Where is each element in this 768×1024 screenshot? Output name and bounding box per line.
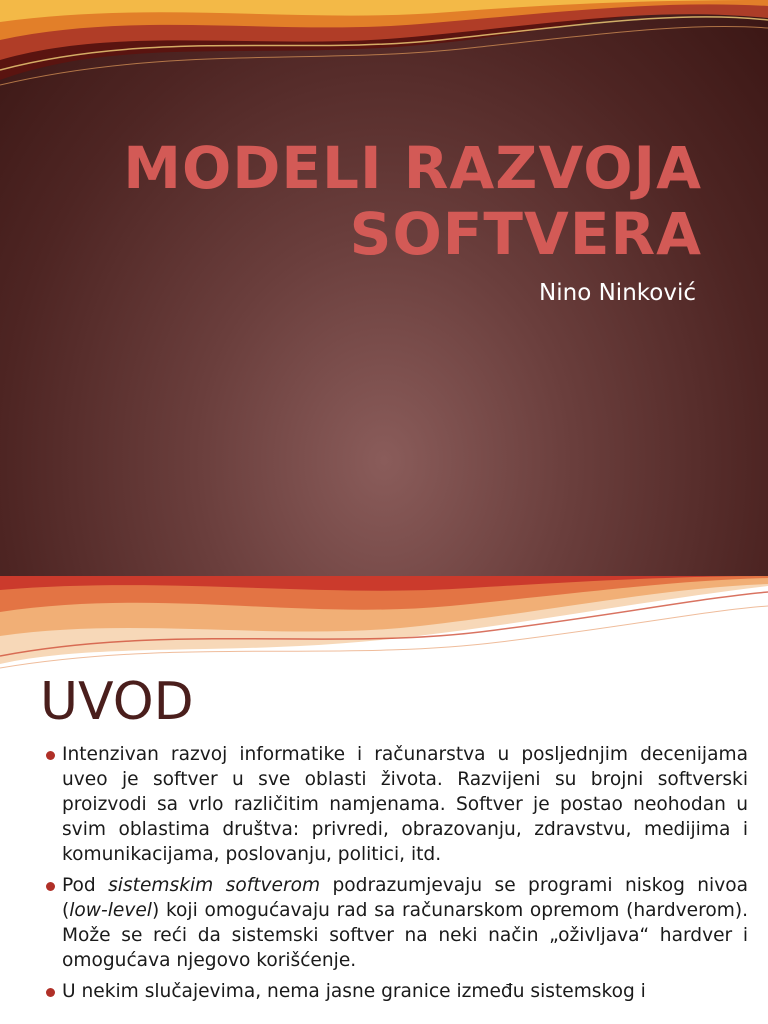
bullet-text: Intenzivan razvoj informatike i računarstva u posljednjim decenijama uveo je softver u sve oblasti života. Razvijeni su brojni softverski proizvodi sa vrlo različitim namjenama. Softver je postao neohodan u svim oblastima društva: privredi, obrazovanju, zdravstvu, medijima i komunikacijama, poslovanju, politici, itd. <box>62 744 748 865</box>
bullet-text: U nekim slučajevima, nema jasne granice između sistemskog i <box>62 981 646 1002</box>
bullet-emphasis: low-level <box>69 900 152 921</box>
bullet-item <box>46 873 748 973</box>
bullet-dot-icon <box>46 988 55 997</box>
bullet-item <box>46 742 748 867</box>
title-line-2: SOFTVERA <box>349 200 702 268</box>
title-line-1: MODELI RAZVOJA <box>123 134 702 202</box>
bullet-text-part: Pod <box>62 875 109 896</box>
content-slide <box>0 576 768 1024</box>
bullet-emphasis: sistemskim softverom <box>108 875 321 896</box>
bullet-item <box>46 979 748 1004</box>
bullet-dot-icon <box>46 751 55 760</box>
bullet-list <box>46 742 748 1010</box>
decorative-waves-top <box>0 576 768 676</box>
slide-title <box>62 135 702 267</box>
author-name: Nino Ninković <box>539 280 696 306</box>
bullet-text-part: ) koji omogućavaju rad sa računarskom opremom (hardverom). Može se reći da sistemski softver na neki način „oživljava“ hardver i omogućava njegovo korišćenje. <box>62 900 748 971</box>
bullet-dot-icon <box>46 882 55 891</box>
decorative-waves-top <box>0 0 768 110</box>
bullet-text-part: podrazumjevaju se programi niskog nivoa ( <box>62 875 748 921</box>
slide-heading: UVOD <box>40 672 194 732</box>
